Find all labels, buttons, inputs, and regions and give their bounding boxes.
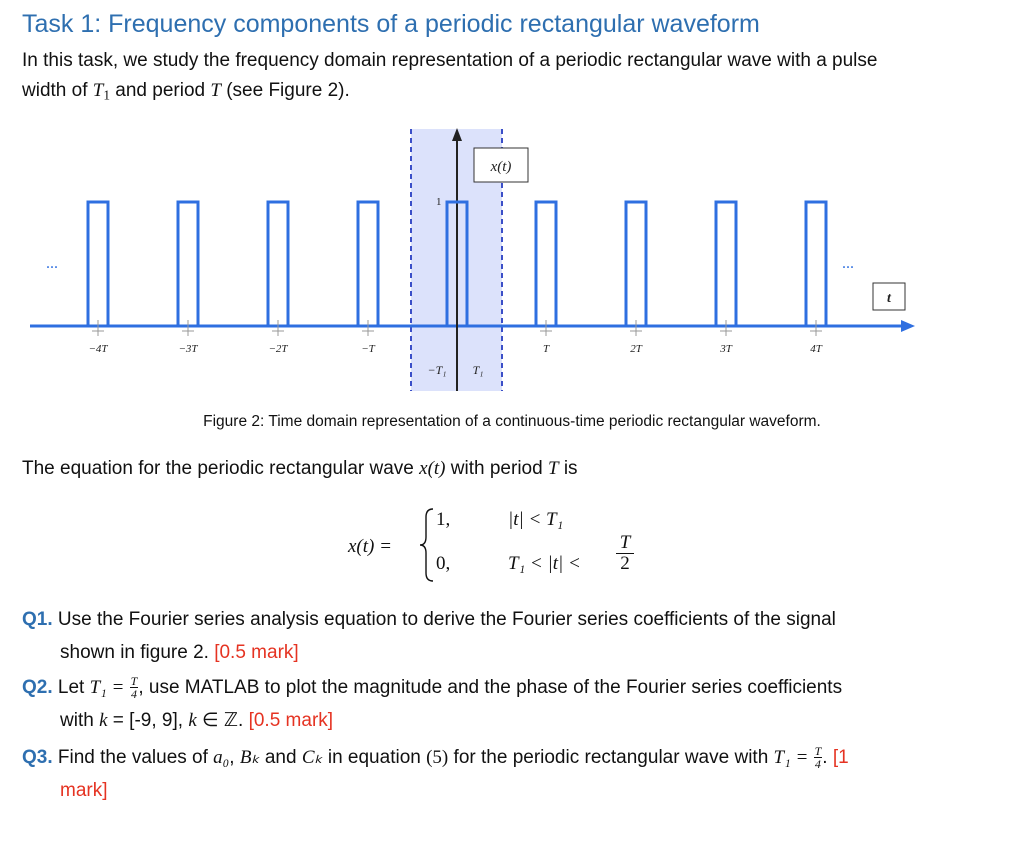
figure-caption: Figure 2: Time domain representation of a continuous-time periodic rectangular waveform.	[203, 413, 821, 430]
equation-intro-x: x(t)	[419, 458, 446, 479]
tick-label-minus-t: −T	[361, 343, 375, 355]
equation-intro-t: T	[547, 458, 559, 479]
case1-condition: |t| < T₁	[508, 509, 564, 530]
intro-t1: $T_1$	[92, 80, 110, 103]
piecewise-equation	[348, 505, 688, 585]
tick-label-minus-2t: −2T	[268, 343, 288, 355]
pulse-label-t1: T₁	[472, 363, 484, 377]
question-3-label: Q3.	[22, 747, 53, 768]
time-axis-arrow	[901, 320, 915, 332]
question-2-mark: [0.5 mark]	[248, 710, 334, 731]
signal-label: x(t)	[490, 159, 512, 175]
question-3-fraction: $\frac{T}{4}$	[814, 744, 822, 772]
equation-intro: The equation for the periodic rectangular wave x(t) with period T is	[22, 458, 578, 479]
question-3-mark: [1	[832, 747, 849, 768]
ellipsis-left: ...	[46, 255, 58, 272]
question-2-fraction: $\frac{T}{4}$	[130, 674, 138, 702]
case1-value: 1,	[436, 509, 451, 530]
case2-condition: T₁ < |t| <	[508, 553, 581, 574]
case2-value: 0,	[436, 553, 451, 574]
amplitude-label: 1	[436, 196, 442, 208]
question-3: Q3. Find the values of a₀, Bₖ and Cₖ in equation (5) for the periodic rectangular wave with T₁ = $\frac{T}{4}$ . [1 mark]	[22, 744, 849, 801]
tick-label-3t: 3T	[720, 343, 732, 355]
pulse-label-minus-t1: −T₁	[427, 363, 447, 377]
question-3-mark-cont: mark]	[60, 780, 108, 801]
ellipsis-right: ...	[842, 255, 854, 272]
question-1-label: Q1.	[22, 609, 53, 630]
intro-line-1: In this task, we study the frequency domain representation of a periodic rectangular wave with a pulse	[22, 50, 878, 71]
equation-brace	[418, 507, 436, 583]
intro-t: T	[210, 80, 221, 101]
case2-fraction: T 2	[616, 533, 634, 574]
tick-label-4t: 4T	[810, 343, 822, 355]
waveform-figure	[0, 0, 1024, 410]
time-label: t	[887, 291, 891, 306]
equation-lhs: x(t) =	[348, 536, 392, 557]
intro-line-2c: (see Figure 2).	[220, 80, 350, 101]
question-2: Q2. Let T₁ = $\frac{T}{4}$ , use MATLAB to plot the magnitude and the phase of the Fourier series coefficients with k = [-9, 9], k ∈ ℤ. [0.5 mark]	[22, 674, 843, 731]
question-1-mark: [0.5 mark]	[214, 642, 299, 663]
tick-label-minus-4t: −4T	[88, 343, 108, 355]
intro-line-2a: width of	[22, 80, 93, 101]
question-1: Q1. Use the Fourier series analysis equation to derive the Fourier series coefficients of the signal shown in figure 2. [0.5 mark]	[22, 609, 836, 663]
task-title: Task 1: Frequency components of a periodic rectangular waveform	[22, 10, 760, 38]
tick-label-2t: 2T	[630, 343, 642, 355]
question-2-label: Q2.	[22, 677, 53, 698]
intro-line-2b: and period	[110, 80, 211, 101]
tick-label-minus-3t: −3T	[178, 343, 198, 355]
tick-label-t: T	[542, 343, 550, 355]
